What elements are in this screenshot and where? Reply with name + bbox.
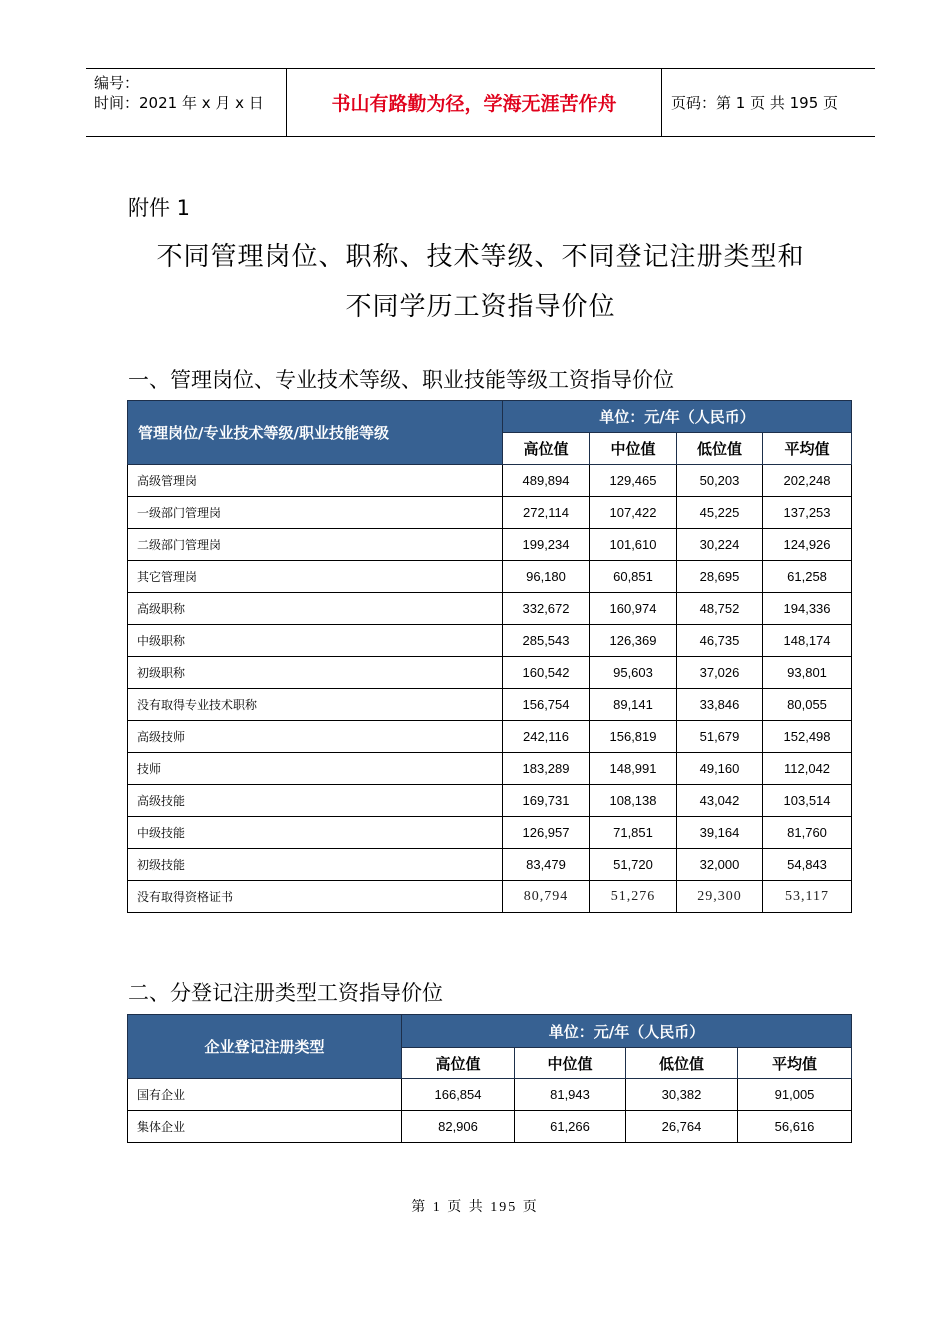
- cell-low: 46,735: [677, 625, 763, 657]
- cell-low: 26,764: [626, 1111, 738, 1143]
- page-header: [86, 68, 875, 137]
- table-row: [128, 881, 852, 913]
- row-name: 初级职称: [128, 657, 503, 689]
- cell-avg: 80,055: [763, 689, 852, 721]
- cell-high: 332,672: [503, 593, 590, 625]
- row-name: 高级职称: [128, 593, 503, 625]
- cell-low: 49,160: [677, 753, 763, 785]
- cell-high: 82,906: [402, 1111, 515, 1143]
- table-row: [128, 465, 852, 497]
- table-row: [128, 657, 852, 689]
- attachment-label: 附件 1: [128, 196, 191, 220]
- cell-high: 156,754: [503, 689, 590, 721]
- cell-avg: 148,174: [763, 625, 852, 657]
- time-label: 时间：2021 年 x 月 x 日: [94, 94, 264, 112]
- cell-mid: 81,943: [515, 1079, 626, 1111]
- cell-low: 39,164: [677, 817, 763, 849]
- column-header: 高位值: [503, 433, 590, 465]
- cell-high: 272,114: [503, 497, 590, 529]
- cell-mid: 101,610: [590, 529, 677, 561]
- page-footer: 第 1 页 共 195 页: [411, 1200, 539, 1215]
- cell-avg: 53,117: [763, 881, 852, 913]
- cell-low: 30,382: [626, 1079, 738, 1111]
- cell-mid: 156,819: [590, 721, 677, 753]
- cell-mid: 95,603: [590, 657, 677, 689]
- cell-mid: 89,141: [590, 689, 677, 721]
- section2-table: [127, 1014, 852, 1143]
- cell-avg: 93,801: [763, 657, 852, 689]
- row-name: 二级部门管理岗: [128, 529, 503, 561]
- row-name: 高级技能: [128, 785, 503, 817]
- table-row: [128, 721, 852, 753]
- cell-avg: 91,005: [738, 1079, 852, 1111]
- cell-low: 32,000: [677, 849, 763, 881]
- column-header: 平均值: [763, 433, 852, 465]
- table-row: [128, 785, 852, 817]
- cell-high: 80,794: [503, 881, 590, 913]
- cell-high: 489,894: [503, 465, 590, 497]
- table-row: [128, 529, 852, 561]
- row-name: 中级职称: [128, 625, 503, 657]
- cell-mid: 148,991: [590, 753, 677, 785]
- cell-low: 28,695: [677, 561, 763, 593]
- cell-low: 43,042: [677, 785, 763, 817]
- cell-low: 33,846: [677, 689, 763, 721]
- column-header: 中位值: [515, 1048, 626, 1079]
- cell-avg: 194,336: [763, 593, 852, 625]
- cell-mid: 60,851: [590, 561, 677, 593]
- row-name: 没有取得专业技术职称: [128, 689, 503, 721]
- section2-heading: 二、分登记注册类型工资指导价位: [128, 981, 443, 1005]
- row-name: 初级技能: [128, 849, 503, 881]
- cell-avg: 152,498: [763, 721, 852, 753]
- cell-high: 160,542: [503, 657, 590, 689]
- cell-high: 199,234: [503, 529, 590, 561]
- cell-avg: 202,248: [763, 465, 852, 497]
- cell-avg: 103,514: [763, 785, 852, 817]
- column-header: 平均值: [738, 1048, 852, 1079]
- cell-mid: 129,465: [590, 465, 677, 497]
- cell-high: 166,854: [402, 1079, 515, 1111]
- cell-high: 126,957: [503, 817, 590, 849]
- cell-high: 96,180: [503, 561, 590, 593]
- table-row: [128, 817, 852, 849]
- cell-mid: 107,422: [590, 497, 677, 529]
- table-row: [128, 1079, 852, 1111]
- row-name: 没有取得资格证书: [128, 881, 503, 913]
- table-row: [128, 849, 852, 881]
- cell-avg: 56,616: [738, 1111, 852, 1143]
- cell-low: 30,224: [677, 529, 763, 561]
- section1-unit: 单位：元/年（人民币）: [503, 401, 852, 433]
- row-name: 国有企业: [128, 1079, 402, 1111]
- cell-high: 242,116: [503, 721, 590, 753]
- cell-high: 83,479: [503, 849, 590, 881]
- row-name: 技师: [128, 753, 503, 785]
- section1-heading: 一、管理岗位、专业技术等级、职业技能等级工资指导价位: [128, 368, 674, 392]
- cell-low: 51,679: [677, 721, 763, 753]
- section1-table: [127, 400, 852, 913]
- cell-high: 183,289: [503, 753, 590, 785]
- row-name: 一级部门管理岗: [128, 497, 503, 529]
- cell-low: 48,752: [677, 593, 763, 625]
- cell-avg: 124,926: [763, 529, 852, 561]
- cell-mid: 126,369: [590, 625, 677, 657]
- cell-avg: 112,042: [763, 753, 852, 785]
- cell-high: 285,543: [503, 625, 590, 657]
- table-row: [128, 689, 852, 721]
- cell-avg: 54,843: [763, 849, 852, 881]
- row-name: 高级管理岗: [128, 465, 503, 497]
- cell-low: 45,225: [677, 497, 763, 529]
- cell-avg: 61,258: [763, 561, 852, 593]
- cell-mid: 160,974: [590, 593, 677, 625]
- document-title-line1: 不同管理岗位、职称、技术等级、不同登记注册类型和: [156, 242, 805, 272]
- cell-mid: 61,266: [515, 1111, 626, 1143]
- row-name: 高级技师: [128, 721, 503, 753]
- cell-high: 169,731: [503, 785, 590, 817]
- column-header: 中位值: [590, 433, 677, 465]
- row-name: 中级技能: [128, 817, 503, 849]
- document-title-line2: 不同学历工资指导价位: [345, 292, 616, 322]
- column-header: 低位值: [626, 1048, 738, 1079]
- table-row: [128, 625, 852, 657]
- table-row: [128, 1111, 852, 1143]
- column-header: 低位值: [677, 433, 763, 465]
- cell-low: 37,026: [677, 657, 763, 689]
- cell-mid: 108,138: [590, 785, 677, 817]
- row-name: 其它管理岗: [128, 561, 503, 593]
- cell-low: 29,300: [677, 881, 763, 913]
- table-row: [128, 561, 852, 593]
- cell-avg: 137,253: [763, 497, 852, 529]
- number-label: 编号：: [94, 74, 140, 92]
- section1-row-header: 管理岗位/专业技术等级/职业技能等级: [128, 401, 503, 465]
- cell-mid: 51,276: [590, 881, 677, 913]
- cell-low: 50,203: [677, 465, 763, 497]
- row-name: 集体企业: [128, 1111, 402, 1143]
- header-page-info: 页码：第 1 页 共 195 页: [671, 94, 839, 112]
- table-row: [128, 753, 852, 785]
- section2-row-header: 企业登记注册类型: [128, 1015, 402, 1079]
- header-left: [86, 69, 286, 136]
- column-header: 高位值: [402, 1048, 515, 1079]
- table-row: [128, 497, 852, 529]
- cell-mid: 71,851: [590, 817, 677, 849]
- table-row: [128, 593, 852, 625]
- header-motto: 书山有路勤为径，学海无涯苦作舟: [286, 69, 662, 136]
- section2-unit: 单位：元/年（人民币）: [402, 1015, 852, 1048]
- cell-avg: 81,760: [763, 817, 852, 849]
- cell-mid: 51,720: [590, 849, 677, 881]
